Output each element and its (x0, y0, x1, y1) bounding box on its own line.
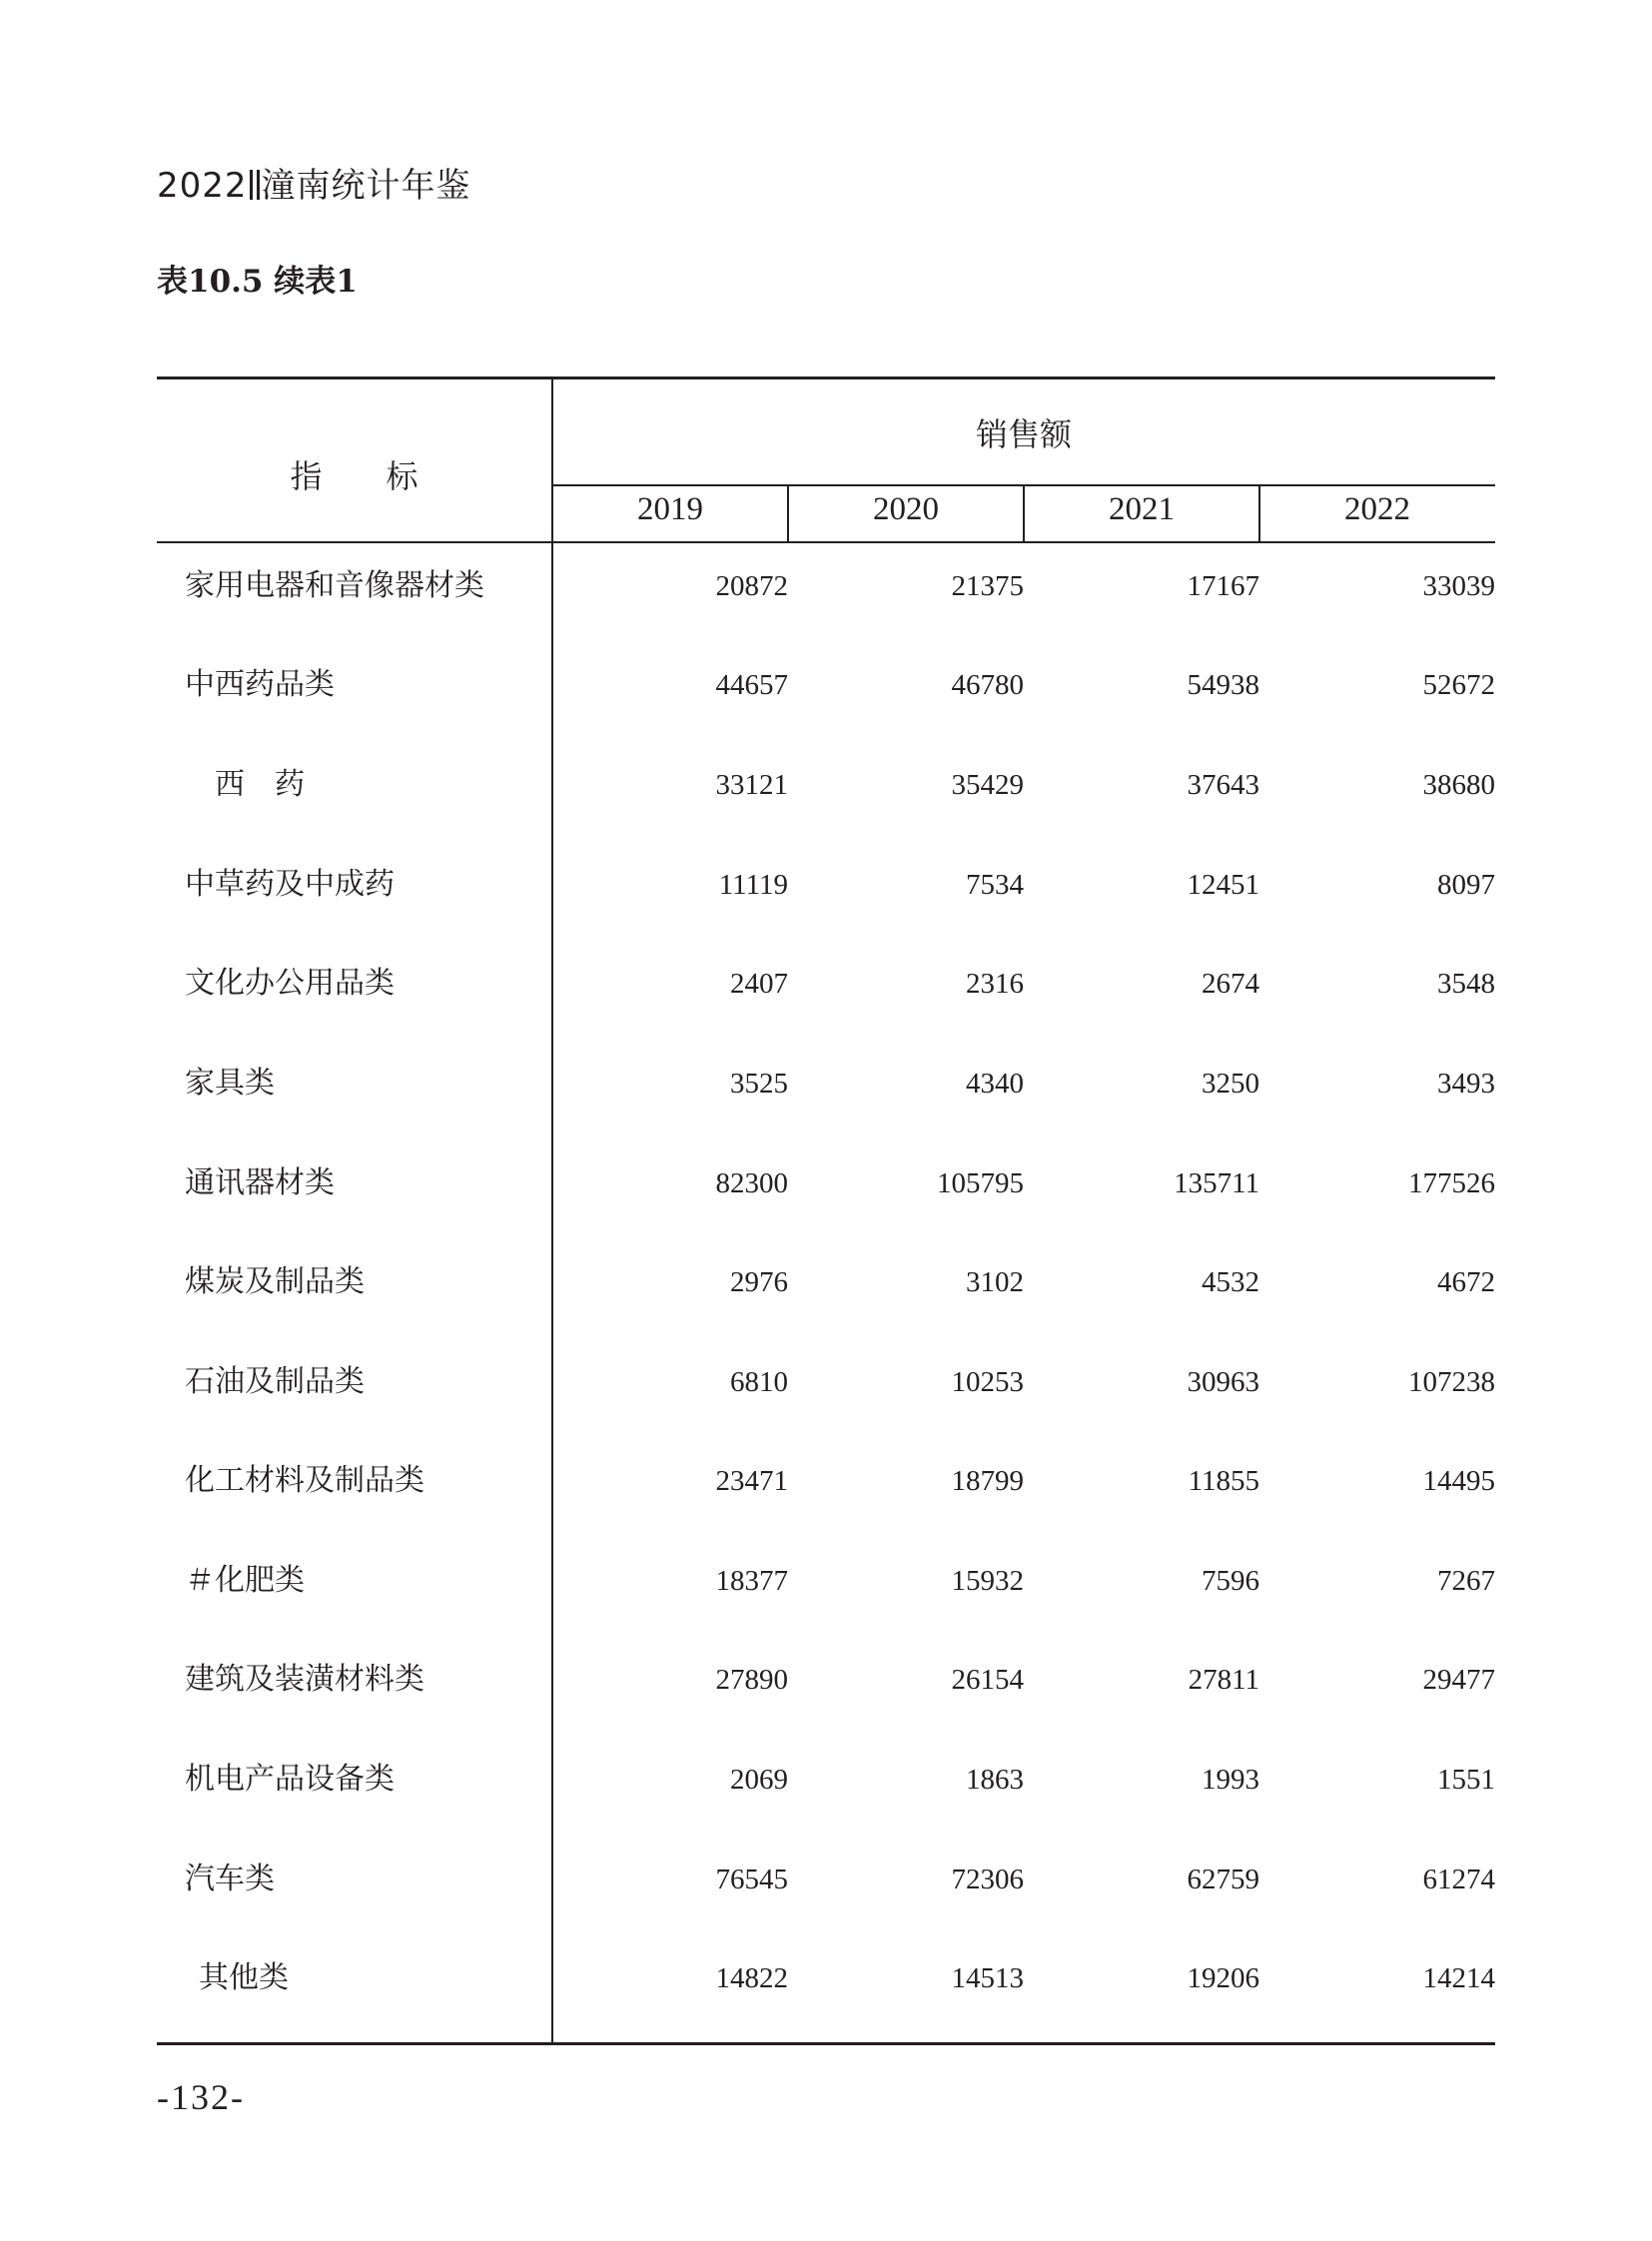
cell-2020: 14513 (951, 1962, 1024, 1994)
row-label: 石油及制品类 (185, 1364, 365, 1399)
table-row (157, 1054, 1495, 1153)
table-row (157, 1948, 1495, 2048)
table-row (157, 1153, 1495, 1253)
table-row (157, 1252, 1495, 1352)
table-row (157, 1650, 1495, 1750)
cell-2022: 3493 (1437, 1068, 1495, 1100)
cell-2022: 61274 (1422, 1864, 1495, 1895)
cell-2022: 14495 (1422, 1465, 1495, 1497)
cell-2020: 35429 (951, 769, 1024, 801)
row-label: 其他类 (199, 1960, 289, 1995)
table-row (157, 1850, 1495, 1949)
cell-2020: 3102 (966, 1266, 1024, 1298)
row-label: ＃化肥类 (185, 1563, 305, 1598)
cell-2021: 4532 (1202, 1266, 1259, 1298)
cell-2019: 76545 (715, 1864, 788, 1895)
cell-2021: 62759 (1187, 1864, 1259, 1895)
cell-2022: 107238 (1408, 1366, 1495, 1398)
indicator-header: 指 标 (290, 457, 418, 495)
cell-2022: 1551 (1437, 1764, 1495, 1796)
cell-2020: 18799 (951, 1465, 1024, 1497)
cell-2019: 33121 (715, 769, 788, 801)
year-header-2020: 2020 (873, 491, 939, 527)
cell-2020: 1863 (966, 1764, 1024, 1796)
cell-2020: 2316 (966, 968, 1024, 1000)
cell-2019: 6810 (730, 1366, 788, 1398)
cell-2019: 82300 (715, 1167, 788, 1199)
cell-2019: 14822 (715, 1962, 788, 1994)
row-label: 中草药及中成药 (185, 867, 395, 902)
cell-2020: 10253 (951, 1366, 1024, 1398)
cell-2021: 11855 (1188, 1465, 1259, 1497)
row-label: 文化办公用品类 (185, 966, 395, 1001)
running-head (157, 158, 471, 207)
row-label: 化工材料及制品类 (185, 1463, 424, 1498)
cell-2022: 7267 (1437, 1565, 1495, 1597)
cell-2019: 2976 (730, 1266, 788, 1298)
row-label: 建筑及装潢材料类 (185, 1662, 424, 1697)
cell-2020: 7534 (966, 869, 1024, 901)
table-row (157, 556, 1495, 656)
row-label: 西 药 (215, 767, 305, 802)
table-row (157, 755, 1495, 855)
row-label: 煤炭及制品类 (185, 1264, 365, 1299)
row-label: 机电产品设备类 (185, 1762, 395, 1797)
cell-2022: 29477 (1422, 1664, 1495, 1696)
cell-2021: 54938 (1187, 669, 1259, 701)
cell-2021: 2674 (1202, 968, 1259, 1000)
cell-2021: 7596 (1202, 1565, 1259, 1597)
cell-2020: 4340 (966, 1068, 1024, 1100)
page-number: -132- (157, 2077, 245, 2117)
cell-2020: 46780 (951, 669, 1024, 701)
cell-2022: 4672 (1437, 1266, 1495, 1298)
year-header-2021: 2021 (1109, 491, 1175, 527)
cell-2020: 15932 (951, 1565, 1024, 1597)
year-header-2022: 2022 (1344, 491, 1410, 527)
column-header-rule (157, 541, 1495, 543)
cell-2022: 14214 (1422, 1962, 1495, 1994)
cell-2019: 23471 (715, 1465, 788, 1497)
cell-2021: 37643 (1187, 769, 1259, 801)
table-row (157, 1451, 1495, 1551)
cell-2021: 30963 (1187, 1366, 1259, 1398)
running-head-year: 2022 (157, 166, 248, 206)
cell-2022: 38680 (1422, 769, 1495, 801)
cell-2019: 44657 (715, 669, 788, 701)
cell-2019: 2069 (730, 1764, 788, 1796)
row-label: 汽车类 (185, 1862, 275, 1896)
table-row (157, 1352, 1495, 1452)
row-label: 家具类 (185, 1066, 275, 1101)
table-row (157, 1551, 1495, 1651)
cell-2020: 26154 (951, 1664, 1024, 1696)
table-row (157, 1750, 1495, 1850)
cell-2019: 20872 (715, 570, 788, 602)
table-row (157, 655, 1495, 755)
cell-2022: 3548 (1437, 968, 1495, 1000)
cell-2021: 1993 (1202, 1764, 1259, 1796)
cell-2022: 33039 (1422, 570, 1495, 602)
cell-2021: 19206 (1187, 1962, 1259, 1994)
cell-2020: 105795 (937, 1167, 1024, 1199)
cell-2022: 52672 (1422, 669, 1495, 701)
cell-2021: 27811 (1188, 1664, 1259, 1696)
separator-bar-icon (250, 170, 253, 200)
cell-2019: 3525 (730, 1068, 788, 1100)
row-label: 中西药品类 (185, 667, 335, 702)
cell-2021: 12451 (1187, 869, 1259, 901)
table-row (157, 954, 1495, 1054)
sales-group-header: 销售额 (975, 415, 1072, 453)
row-label: 通讯器材类 (185, 1165, 335, 1200)
cell-2020: 72306 (951, 1864, 1024, 1895)
cell-2019: 2407 (730, 968, 788, 1000)
year-header-2019: 2019 (637, 491, 703, 527)
cell-2020: 21375 (951, 570, 1024, 602)
cell-2019: 18377 (715, 1565, 788, 1597)
table-top-rule (157, 376, 1495, 379)
cell-2019: 27890 (715, 1664, 788, 1696)
cell-2021: 135711 (1174, 1167, 1259, 1199)
cell-2021: 17167 (1187, 570, 1259, 602)
cell-2019: 11119 (718, 869, 788, 901)
table-title: 表10.5 续表1 (157, 264, 358, 300)
table-row (157, 855, 1495, 955)
cell-2022: 177526 (1408, 1167, 1495, 1199)
separator-bar-icon (257, 170, 260, 200)
running-head-book-title: 潼南统计年鉴 (261, 166, 471, 206)
cell-2022: 8097 (1437, 869, 1495, 901)
cell-2021: 3250 (1202, 1068, 1259, 1100)
row-label: 家用电器和音像器材类 (185, 568, 484, 603)
